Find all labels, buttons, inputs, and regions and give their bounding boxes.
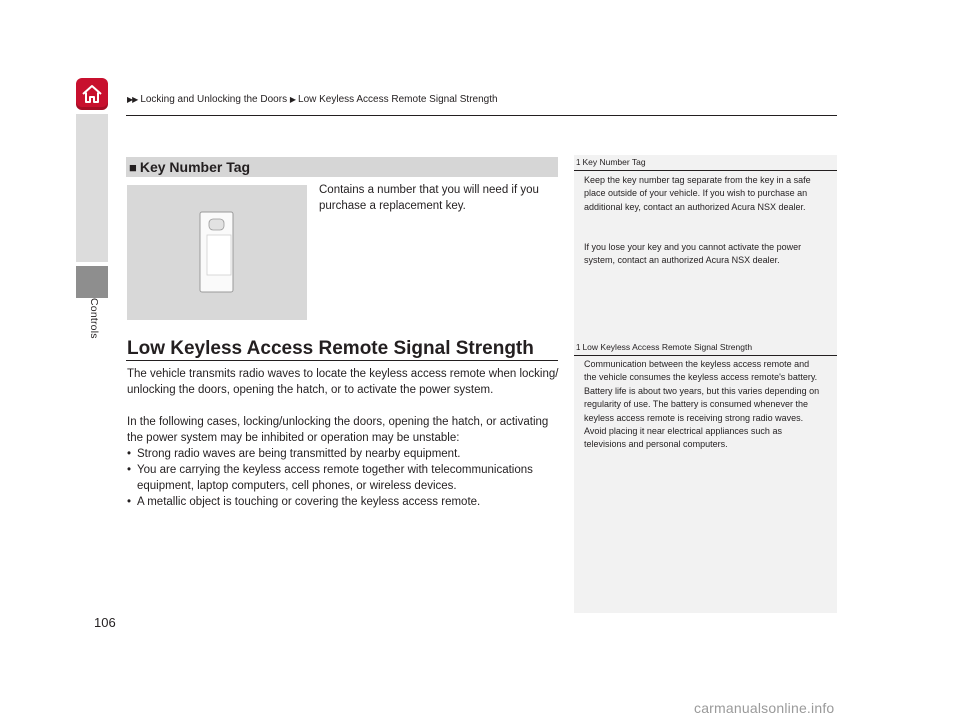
page-number: 106	[94, 615, 116, 630]
note-divider	[574, 355, 837, 356]
square-bullet-icon: ■	[129, 160, 137, 175]
note-title	[576, 157, 646, 167]
note-title	[576, 342, 752, 352]
key-tag-description: Contains a number that you will need if you purchase a replacement key.	[319, 184, 539, 212]
header-divider	[126, 115, 837, 116]
breadcrumb-arrow-icon: ▶	[289, 95, 296, 104]
note-divider	[574, 170, 837, 171]
note-title-text: Low Keyless Access Remote Signal Strength	[582, 342, 753, 352]
home-button[interactable]	[76, 78, 108, 110]
side-tab-previous[interactable]	[76, 114, 108, 262]
note-body: If you lose your key and you cannot activate the power system, contact an authorized Acura NSX dealer.	[584, 242, 802, 266]
note-body: Keep the key number tag separate from the key in a safe place outside of your vehicle. If you wish to purchase an additional key, contact an authorized Acura NSX dealer.	[584, 175, 811, 212]
side-tab-label: Controls	[88, 298, 100, 339]
side-tab-controls[interactable]	[76, 266, 108, 298]
note-icon: 1	[576, 158, 581, 167]
bullet-list	[127, 446, 567, 510]
key-number-tag-image	[127, 185, 307, 320]
breadcrumb-item-current: Low Keyless Access Remote Signal Strength	[298, 94, 498, 105]
breadcrumb-arrow-icon: ▶▶	[127, 95, 138, 104]
breadcrumb	[127, 94, 498, 105]
note-icon: 1	[576, 343, 581, 352]
page-title: Low Keyless Access Remote Signal Strength	[127, 338, 534, 359]
home-icon	[80, 82, 104, 106]
list-item: • You are carrying the keyless access remote together with telecommunications equipment, laptop computers, cell phones, or wireless devices.	[127, 462, 567, 494]
note-title-text: Key Number Tag	[582, 157, 646, 167]
breadcrumb-item-doors[interactable]: Locking and Unlocking the Doors	[140, 94, 288, 105]
section-heading-bar	[126, 157, 558, 177]
note-body: Communication between the keyless access remote and the vehicle consumes the keyless access remote's battery. Battery life is about two years, but this varies depending on regularity of use. The battery is consumed whenever the keyless access remote is receiving strong radio waves. Avoid placing it near electrical appliances such as televisions and personal computers.	[584, 359, 820, 450]
paragraph: The vehicle transmits radio waves to locate the keyless access remote when locking/ unlocking the doors, opening the hatch, or to activate the power system.	[127, 368, 559, 396]
list-item: • Strong radio waves are being transmitted by nearby equipment.	[127, 446, 567, 462]
list-item: • A metallic object is touching or covering the keyless access remote.	[127, 494, 567, 510]
section-heading: Key Number Tag	[139, 159, 251, 175]
paragraph: In the following cases, locking/unlocking the doors, opening the hatch, or activating the power system may be inhibited or operation may be unstable:	[127, 416, 549, 444]
key-tag-illustration	[127, 185, 307, 320]
title-divider	[126, 360, 558, 361]
watermark: carmanualsonline.info	[694, 700, 835, 716]
